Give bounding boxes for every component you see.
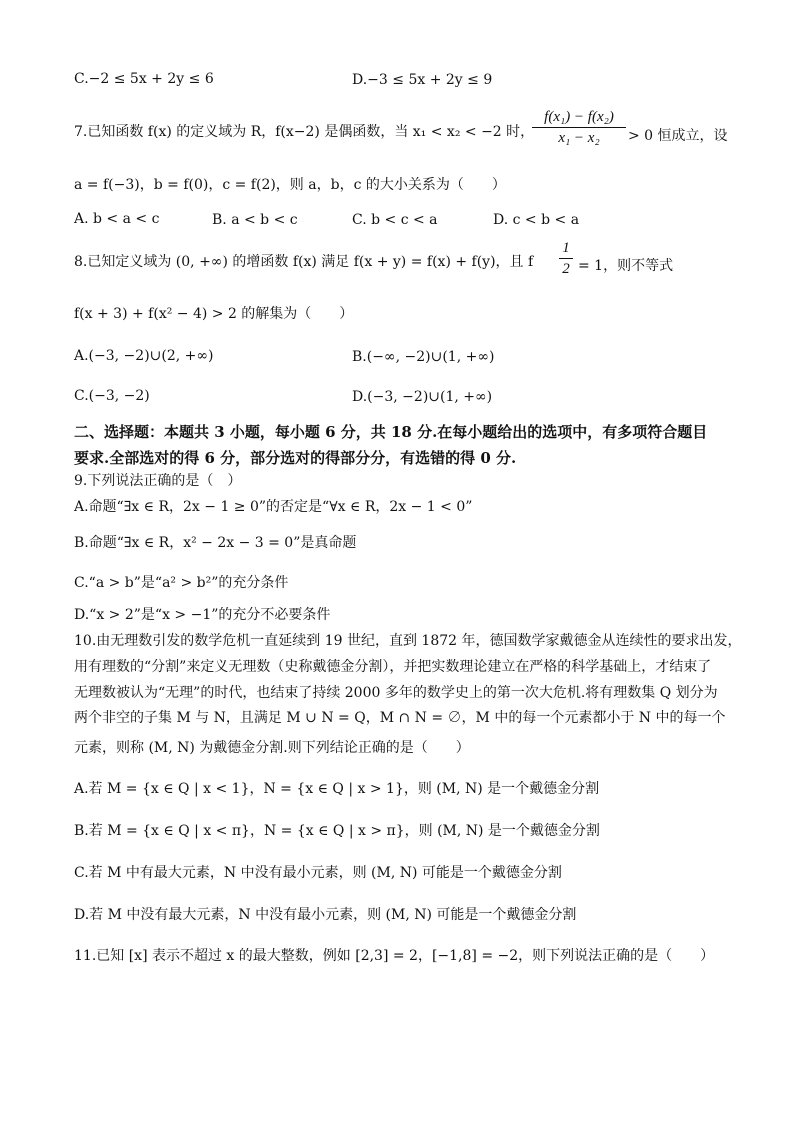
q10-stem-line1: 10.由无理数引发的数学危机一直延续到 19 世纪，直到 1872 年，德国数学家戴德金从连续性的要求出发， <box>74 633 742 649</box>
q8-half-numerator: 1 <box>562 240 570 256</box>
q9-option-d: D.“x > 2”是“x > −1”的充分不必要条件 <box>74 607 331 623</box>
q7-option-c: C. b < c < a <box>352 212 438 228</box>
q7-stem-line2: a = f(−3)，b = f(0)，c = f(2)，则 a，b，c 的大小关系为（ ） <box>74 177 506 193</box>
q7-fraction <box>532 108 626 147</box>
q10-option-d: D.若 M 中没有最大元素，N 中没有最小元素，则 (M, N) 可能是一个戴德金分割 <box>74 907 577 923</box>
q8-option-a: A.(−3, −2)∪(2, +∞) <box>74 348 214 364</box>
q8-stem-line2: f(x + 3) + f(x² − 4) > 2 的解集为（ ） <box>74 306 354 322</box>
q7-option-d: D. c < b < a <box>493 212 580 228</box>
q7-fraction-denominator: x₁ − x₂ <box>558 130 600 146</box>
q9-option-c: C.“a > b”是“a² > b²”的充分条件 <box>74 575 289 591</box>
q9-option-b: B.命题“∃x ∈ R，x² − 2x − 3 = 0”是真命题 <box>74 535 357 551</box>
q10-option-c: C.若 M 中有最大元素，N 中没有最小元素，则 (M, N) 可能是一个戴德金分割 <box>74 865 562 881</box>
q8-stem-line1: 8.已知定义域为 (0, +∞) 的增函数 f(x) 满足 f(x + y) = f(x) + f(y)，且 f <box>74 254 534 270</box>
q10-option-b: B.若 M = {x ∈ Q | x < π}，N = {x ∈ Q | x > π}，则 (M, N) 是一个戴德金分割 <box>74 823 600 839</box>
section2-heading-line1: 二、选择题：本题共 3 小题，每小题 6 分，共 18 分.在每小题给出的选项中，有多项符合题目 <box>74 423 708 441</box>
q11-stem: 11.已知 [x] 表示不超过 x 的最大整数，例如 [2,3] = 2，[−1,8] = −2，则下列说法正确的是（ ） <box>74 948 715 964</box>
section2-heading-line2: 要求.全部选对的得 6 分，部分选对的得部分分，有选错的得 0 分. <box>74 449 517 467</box>
q9-option-a: A.命题“∃x ∈ R，2x − 1 ≥ 0”的否定是“∀x ∈ R，2x − 1 < 0” <box>74 499 473 515</box>
q7-stem-line1: 7.已知函数 f(x) 的定义域为 R，f(x−2) 是偶函数，当 x₁ < x₂ < −2 时， <box>74 124 535 140</box>
q7-stem-line1-tail: > 0 恒成立，设 <box>628 128 728 144</box>
q10-stem-line2: 用有理数的“分割”来定义无理数（史称戴德金分割），并把实数理论建立在严格的科学基础上，才结束了 <box>74 659 712 675</box>
q10-stem-line5: 元素，则称 (M, N) 为戴德金分割.则下列结论正确的是（ ） <box>74 740 470 756</box>
q8-option-b: B.(−∞, −2)∪(1, +∞) <box>352 349 495 365</box>
q8-option-d: D.(−3, −2)∪(1, +∞) <box>352 389 493 405</box>
q9-stem: 9.下列说法正确的是（ ） <box>74 473 242 489</box>
q10-option-a: A.若 M = {x ∈ Q | x < 1}，N = {x ∈ Q | x > 1}，则 (M, N) 是一个戴德金分割 <box>74 781 600 797</box>
q6-option-c: C.−2 ≤ 5x + 2y ≤ 6 <box>74 71 214 87</box>
q7-option-a: A. b < a < c <box>74 211 160 227</box>
q10-stem-line4: 两个非空的子集 M 与 N，且满足 M ∪ N = Q，M ∩ N = ∅，M 中的每一个元素都小于 N 中的每一个 <box>74 710 726 726</box>
q7-fraction-numerator: f(x₁) − f(x₂) <box>544 109 614 125</box>
q10-stem-line3: 无理数被认为“无理”的时代，也结束了持续 2000 多年的数学史上的第一次大危机.将有理数集 Q 划分为 <box>74 685 718 701</box>
q8-half-fraction <box>559 239 573 278</box>
q8-stem-line1-tail: = 1，则不等式 <box>578 258 674 274</box>
q8-option-c: C.(−3, −2) <box>74 388 150 404</box>
q6-option-d: D.−3 ≤ 5x + 2y ≤ 9 <box>352 72 493 88</box>
q8-half-denominator: 2 <box>562 261 570 277</box>
q7-option-b: B. a < b < c <box>212 212 298 228</box>
